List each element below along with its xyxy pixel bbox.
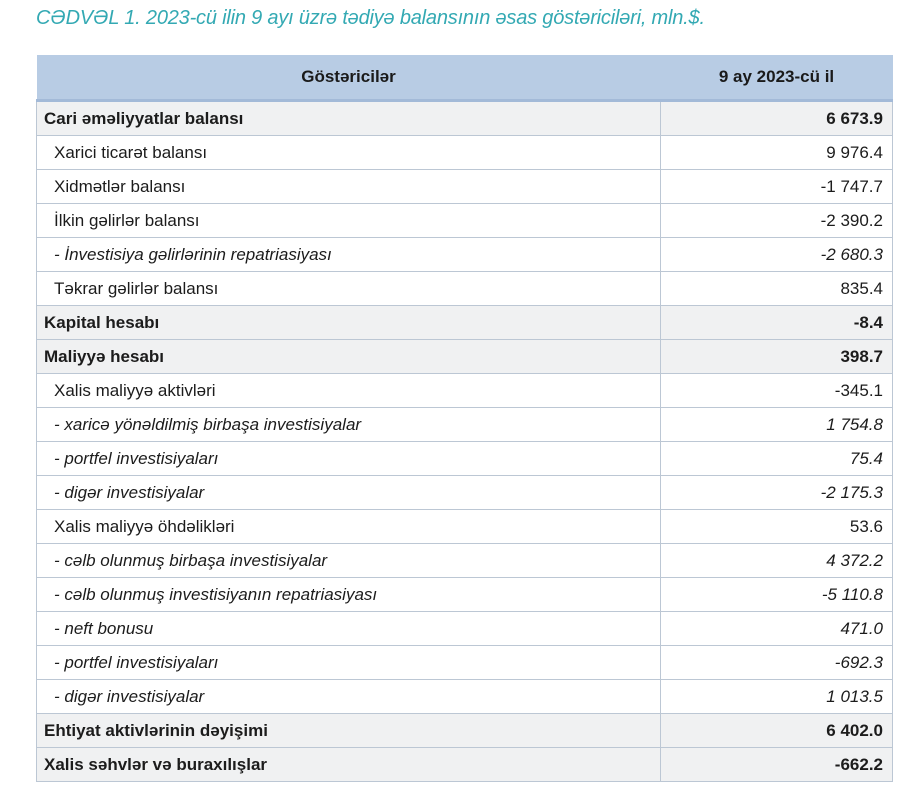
row-label: Ehtiyat aktivlərinin dəyişimi bbox=[37, 714, 661, 748]
column-header-indicators: Göstəricilər bbox=[37, 55, 661, 101]
table-row bbox=[37, 238, 893, 272]
row-value: -5 110.8 bbox=[661, 578, 893, 612]
row-label: Xidmətlər balansı bbox=[37, 170, 661, 204]
row-label: - xaricə yönəldilmiş birbaşa investisiyalar bbox=[37, 408, 661, 442]
row-value: -2 175.3 bbox=[661, 476, 893, 510]
row-label: Maliyyə hesabı bbox=[37, 340, 661, 374]
row-value: -662.2 bbox=[661, 748, 893, 782]
table-row bbox=[37, 510, 893, 544]
row-value: -2 390.2 bbox=[661, 204, 893, 238]
table-row bbox=[37, 612, 893, 646]
row-label: - neft bonusu bbox=[37, 612, 661, 646]
table-row bbox=[37, 408, 893, 442]
row-value: -692.3 bbox=[661, 646, 893, 680]
balance-of-payments-table bbox=[36, 55, 893, 782]
table-row bbox=[37, 578, 893, 612]
row-value: 75.4 bbox=[661, 442, 893, 476]
table-row bbox=[37, 646, 893, 680]
table-row bbox=[37, 442, 893, 476]
table-row bbox=[37, 544, 893, 578]
table-header-row bbox=[37, 55, 893, 101]
row-value: -1 747.7 bbox=[661, 170, 893, 204]
row-label: - portfel investisiyaları bbox=[37, 646, 661, 680]
row-label: Xalis maliyyə aktivləri bbox=[37, 374, 661, 408]
table-row bbox=[37, 476, 893, 510]
row-label: - İnvestisiya gəlirlərinin repatriasiyası bbox=[37, 238, 661, 272]
row-label: Kapital hesabı bbox=[37, 306, 661, 340]
table-row bbox=[37, 374, 893, 408]
table-title: CƏDVƏL 1. 2023-cü ilin 9 ayı üzrə tədiyə balansının əsas göstəriciləri, mln.$. bbox=[36, 7, 705, 29]
table-row bbox=[37, 272, 893, 306]
row-label: İlkin gəlirlər balansı bbox=[37, 204, 661, 238]
row-value: -345.1 bbox=[661, 374, 893, 408]
table-row bbox=[37, 136, 893, 170]
column-header-period: 9 ay 2023-cü il bbox=[661, 55, 893, 101]
row-label: - digər investisiyalar bbox=[37, 680, 661, 714]
row-value: 1 754.8 bbox=[661, 408, 893, 442]
row-label: Cari əməliyyatlar balansı bbox=[37, 101, 661, 136]
table-row bbox=[37, 101, 893, 136]
table-row bbox=[37, 340, 893, 374]
row-label: - cəlb olunmuş investisiyanın repatriasiyası bbox=[37, 578, 661, 612]
row-label: - portfel investisiyaları bbox=[37, 442, 661, 476]
row-value: 6 402.0 bbox=[661, 714, 893, 748]
row-value: 1 013.5 bbox=[661, 680, 893, 714]
table-row bbox=[37, 204, 893, 238]
row-value: 398.7 bbox=[661, 340, 893, 374]
row-value: -2 680.3 bbox=[661, 238, 893, 272]
table-row bbox=[37, 680, 893, 714]
table-row bbox=[37, 306, 893, 340]
row-value: 4 372.2 bbox=[661, 544, 893, 578]
row-label: Xarici ticarət balansı bbox=[37, 136, 661, 170]
table-row bbox=[37, 714, 893, 748]
table-row bbox=[37, 170, 893, 204]
table-row bbox=[37, 748, 893, 782]
row-label: Xalis səhvlər və buraxılışlar bbox=[37, 748, 661, 782]
row-label: - cəlb olunmuş birbaşa investisiyalar bbox=[37, 544, 661, 578]
row-label: Xalis maliyyə öhdəlikləri bbox=[37, 510, 661, 544]
row-value: -8.4 bbox=[661, 306, 893, 340]
row-value: 9 976.4 bbox=[661, 136, 893, 170]
row-value: 53.6 bbox=[661, 510, 893, 544]
row-label: - digər investisiyalar bbox=[37, 476, 661, 510]
row-label: Təkrar gəlirlər balansı bbox=[37, 272, 661, 306]
row-value: 6 673.9 bbox=[661, 101, 893, 136]
row-value: 471.0 bbox=[661, 612, 893, 646]
row-value: 835.4 bbox=[661, 272, 893, 306]
